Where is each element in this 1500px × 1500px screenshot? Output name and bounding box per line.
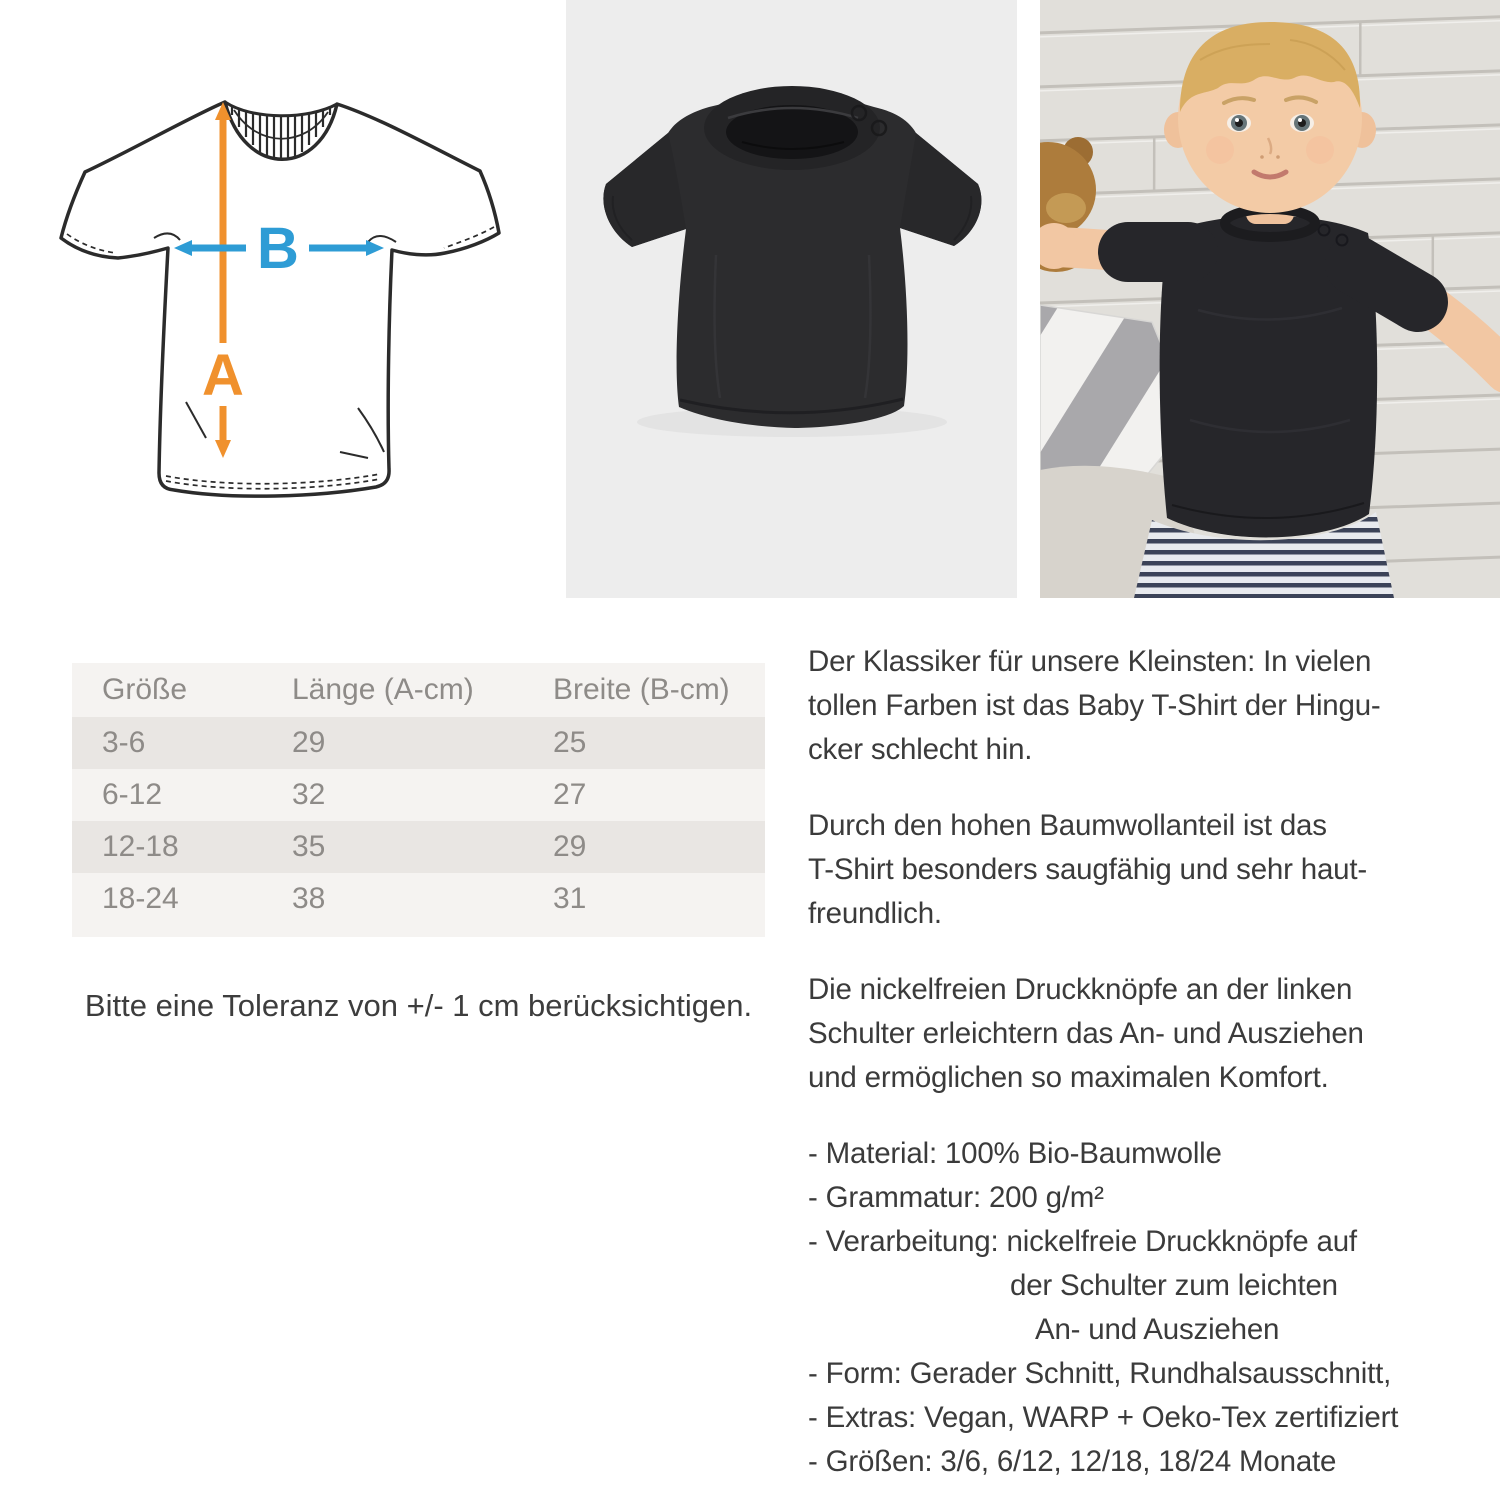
- size-diagram: [40, 60, 520, 520]
- baby-photo-illustration: [1040, 0, 1500, 598]
- tolerance-note: Bitte eine Toleranz von +/- 1 cm berücksichtigen.: [84, 988, 753, 1023]
- model-photo-baby-wearing-tshirt: [1040, 0, 1500, 598]
- size-table: [72, 663, 765, 937]
- product-description: [808, 640, 1480, 1484]
- table-header-row: [72, 663, 765, 717]
- table-row: 18-24 38 31: [102, 882, 587, 915]
- spec-groessen: - Größen: 3/6, 6/12, 12/18, 18/24 Monate: [808, 1445, 1337, 1478]
- description-paragraph: Die nickelfreien Druckknöpfe an der linken Schulter erleichtern das An- und Ausziehen und ermöglichen so maximalen Komfort.: [808, 973, 1364, 1094]
- table-row: 12-18 35 29: [72, 821, 765, 873]
- black-tshirt-illustration: [566, 0, 1017, 598]
- column-header-length: Länge (A-cm): [292, 673, 474, 706]
- column-header-size: Größe: [102, 673, 188, 706]
- column-header-width: Breite (B-cm): [553, 673, 730, 706]
- spec-list: - Material: 100% Bio-Baumwolle - Grammatur: 200 g/m² - Verarbeitung: nickelfreie Druckknöpfe auf der Schulter zum leichten An- und Ausziehen - Form: Gerader Schnitt, Rundhalsausschnitt, - Extras: Vegan, WARP + Oeko-Tex zertifiziert - Größen: 3/6, 6/12, 12/18, 18/24 Monate: [808, 1132, 1480, 1484]
- description-paragraph: Durch den hohen Baumwollanteil ist das T-Shirt besonders saugfähig und sehr haut- freundlich.: [808, 809, 1367, 930]
- description-paragraph: Der Klassiker für unsere Kleinsten: In vielen tollen Farben ist das Baby T-Shirt der Hingu- cker schlecht hin.: [808, 645, 1381, 766]
- spec-grammatur: - Grammatur: 200 g/m²: [808, 1181, 1104, 1214]
- collar-top-edge: [225, 102, 337, 116]
- spec-material: - Material: 100% Bio-Baumwolle: [808, 1137, 1222, 1170]
- spec-extras: - Extras: Vegan, WARP + Oeko-Tex zertifiziert: [808, 1401, 1399, 1434]
- spec-form: - Form: Gerader Schnitt, Rundhalsausschnitt,: [808, 1357, 1392, 1390]
- product-photo-black-baby-tshirt: [566, 0, 1017, 598]
- table-row: 6-12 32 27: [102, 778, 587, 811]
- spec-verarbeitung: - Verarbeitung: nickelfreie Druckknöpfe auf: [808, 1225, 1357, 1258]
- length-label: A: [202, 343, 244, 408]
- width-label: B: [257, 216, 299, 281]
- tshirt-outline: [61, 102, 499, 496]
- table-row: 3-6 29 25: [72, 717, 765, 769]
- size-diagram-illustration: [40, 60, 520, 520]
